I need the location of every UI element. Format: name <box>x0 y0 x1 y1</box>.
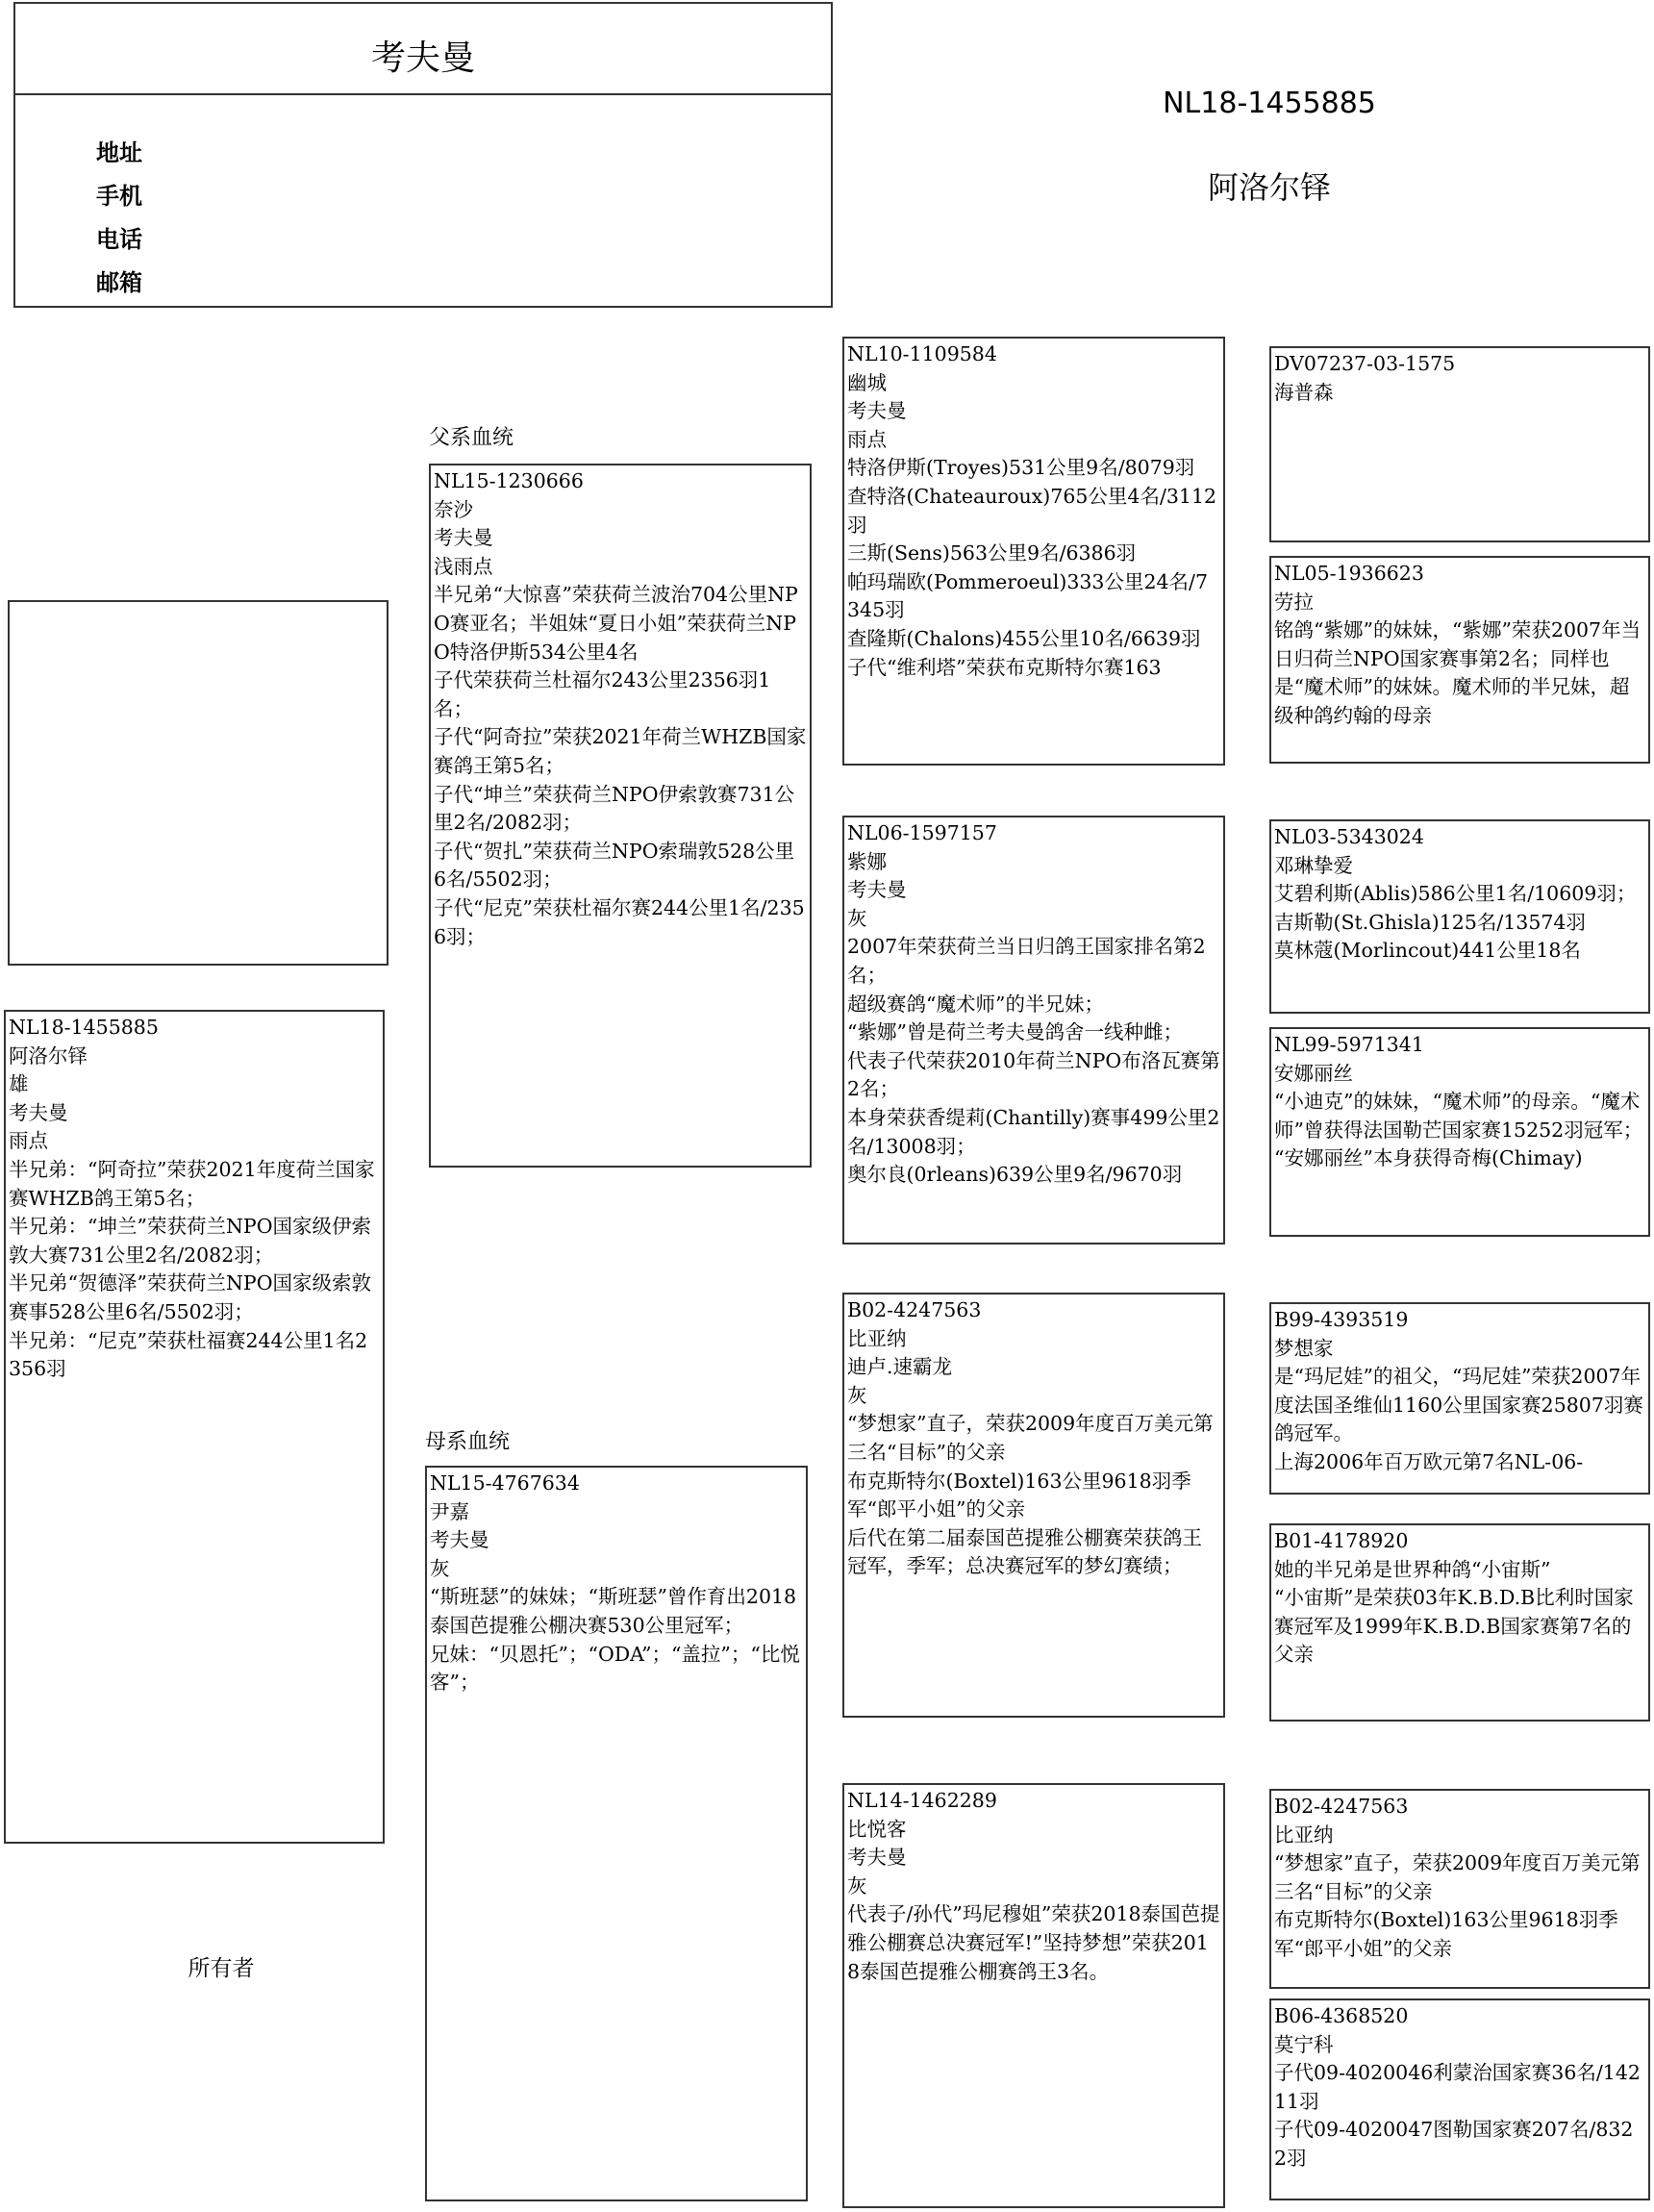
page-title: 考夫曼 <box>370 38 475 78</box>
pedigree-line: DV07237-03-1575 <box>1274 352 1456 375</box>
pedigree-line: 代表子代荣获2010年荷兰NPO布洛瓦赛第2名； <box>847 1048 1220 1101</box>
photo-frame <box>8 600 388 966</box>
pedigree-line: 考夫曼 <box>847 878 907 902</box>
pedigree-line: 雨点 <box>847 427 887 451</box>
pedigree-line: 邓琳挚爱 <box>1274 853 1353 877</box>
pedigree-line: NL14-1462289 <box>847 1789 997 1812</box>
pedigree-line: 梦想家 <box>1274 1336 1334 1360</box>
pedigree-line: NL18-1455885 <box>9 1016 159 1039</box>
pedigree-line: NL06-1597157 <box>847 821 997 844</box>
owner-label: 所有者 <box>188 1956 255 1981</box>
pedigree-line: 子代09-4020046利蒙治国家赛36名/14211羽 <box>1274 2061 1641 2113</box>
contact-mobile-label: 手机 <box>96 183 142 210</box>
pedigree-line: 半兄弟：“阿奇拉”荣获2021年度荷兰国家赛WHZB鸽王第5名； <box>9 1157 375 1210</box>
pedigree-line: B02-4247563 <box>847 1298 982 1321</box>
grandparent-card-4 <box>842 1783 1225 2208</box>
pedigree-line: 子代“阿奇拉”荣获2021年荷兰WHZB国家赛鸽王第5名； <box>434 725 807 777</box>
header-bird-name: 阿洛尔铎 <box>1207 169 1331 206</box>
pedigree-line: 紫娜 <box>847 849 887 873</box>
great-grandparent-card-5 <box>1269 1302 1650 1495</box>
pedigree-line: NL05-1936623 <box>1274 562 1424 585</box>
pedigree-line: 迪卢.速霸龙 <box>847 1355 953 1379</box>
pedigree-line: 她的半兄弟是世界种鸽“小宙斯” <box>1274 1557 1551 1581</box>
pedigree-line: 子代“贺扎”荣获荷兰NPO索瑞敦528公里6名/5502羽； <box>434 839 795 892</box>
great-grandparent-card-3 <box>1269 819 1650 1014</box>
contact-email-label: 邮箱 <box>96 269 142 296</box>
pedigree-line: 半兄弟“大惊喜”荣获荷兰波治704公里NPO赛亚名；半姐妹“夏日小姐”荣获荷兰NPO特洛伊斯534公里4名 <box>434 583 798 664</box>
pedigree-line: 考夫曼 <box>434 526 493 550</box>
pedigree-line: 半兄弟“贺德泽”荣获荷兰NPO国家级索敦赛事528公里6名/5502羽； <box>9 1271 371 1323</box>
pedigree-line: 考夫曼 <box>847 399 907 423</box>
pedigree-line: 子代09-4020047图勒国家赛207名/8322羽 <box>1274 2118 1634 2170</box>
pedigree-line: NL15-1230666 <box>434 469 584 492</box>
pedigree-line: B01-4178920 <box>1274 1529 1409 1552</box>
pedigree-line: 吉斯勒(St.Ghisla)125名/13574羽 <box>1274 910 1586 934</box>
pedigree-line: 奈沙 <box>434 497 473 521</box>
pedigree-line: 是“玛尼娃”的祖父，“玛尼娃”荣获2007年度法国圣维仙1160公里国家赛25807羽赛鸽冠军。 <box>1274 1365 1643 1445</box>
pedigree-line: 尹嘉 <box>430 1499 469 1523</box>
grandparent-card-3 <box>842 1293 1225 1718</box>
pedigree-line: 特洛伊斯(Troyes)531公里9名/8079羽 <box>847 456 1195 480</box>
dam-line-label: 母系血统 <box>425 1430 511 1454</box>
pedigree-line: 阿洛尔铎 <box>9 1043 88 1068</box>
pedigree-line: 半兄弟：“坤兰”荣获荷兰NPO国家级伊索敦大赛731公里2名/2082羽； <box>9 1215 371 1267</box>
pedigree-line: 查特洛(Chateauroux)765公里4名/3112羽 <box>847 484 1217 537</box>
pedigree-line: B99-4393519 <box>1274 1308 1409 1331</box>
pedigree-line: 考夫曼 <box>847 1846 907 1870</box>
pedigree-line: 子代“维利塔”荣获布克斯特尔赛163 <box>847 655 1162 679</box>
pedigree-line: 灰 <box>847 1383 867 1407</box>
pedigree-line: 劳拉 <box>1274 590 1314 614</box>
pedigree-line: 兄妹：“贝恩托”；“ODA”；“盖拉”；“比悦客”； <box>430 1642 800 1695</box>
dam-card <box>425 1466 808 2201</box>
great-grandparent-card-2 <box>1269 556 1650 764</box>
pedigree-line: NL10-1109584 <box>847 342 997 365</box>
pedigree-line: 子代“尼克”荣获杜福尔赛244公里1名/2356羽； <box>434 895 805 948</box>
pedigree-line: B06-4368520 <box>1274 2004 1409 2027</box>
pedigree-line: 帕玛瑞欧(Pommeroeul)333公里24名/7345羽 <box>847 569 1209 622</box>
pedigree-line: 布克斯特尔(Boxtel)163公里9618羽季军“郎平小姐”的父亲 <box>1274 1908 1618 1960</box>
great-grandparent-card-8 <box>1269 1998 1650 2200</box>
sire-card <box>429 464 812 1168</box>
pedigree-line: 奥尔良(0rleans)639公里9名/9670羽 <box>847 1163 1183 1187</box>
great-grandparent-card-4 <box>1269 1027 1650 1237</box>
pedigree-line: 莫宁科 <box>1274 2032 1334 2056</box>
pedigree-line: “斯班瑟”的妹妹；“斯班瑟”曾作育出2018泰国芭提雅公棚决赛530公里冠军； <box>430 1585 797 1637</box>
pedigree-line: NL03-5343024 <box>1274 825 1424 848</box>
pedigree-line: 子代“坤兰”荣获荷兰NPO伊索敦赛731公里2名/2082羽； <box>434 782 795 835</box>
pedigree-line: 比亚纳 <box>1274 1822 1334 1847</box>
pedigree-line: 半兄弟：“尼克”荣获杜福赛244公里1名2356羽 <box>9 1328 368 1381</box>
pedigree-line: 本身荣获香缇莉(Chantilly)赛事499公里2名/13008羽； <box>847 1105 1220 1158</box>
pedigree-line: 艾碧利斯(Ablis)586公里1名/10609羽； <box>1274 882 1637 906</box>
pedigree-line: 雨点 <box>9 1129 48 1153</box>
pedigree-line: 超级赛鸽“魔术师”的半兄妹； <box>847 992 1104 1016</box>
pedigree-line: “紫娜”曾是荷兰考夫曼鸽舍一线种雌； <box>847 1020 1183 1044</box>
pedigree-line: 灰 <box>430 1556 450 1580</box>
pedigree-line: 雄 <box>9 1072 29 1096</box>
pedigree-line: 查隆斯(Chalons)455公里10名/6639羽 <box>847 626 1201 650</box>
pedigree-line: “梦想家”直子，荣获2009年度百万美元第三名“目标”的父亲 <box>847 1412 1214 1464</box>
pedigree-line: “安娜丽丝”本身获得奇梅(Chimay) <box>1274 1146 1583 1170</box>
pedigree-line: NL15-4767634 <box>430 1471 580 1495</box>
pedigree-line: 代表子/孙代”玛尼穆姐”荣获2018泰国芭提雅公棚赛总决赛冠军!”坚持梦想”荣获2018泰国芭提雅公棚赛鸽王3名。 <box>847 1902 1220 1983</box>
pedigree-line: “小迪克”的妹妹，“魔术师”的母亲。“魔术师”曾获得法国勒芒国家赛15252羽冠军； <box>1274 1090 1643 1142</box>
contact-address-label: 地址 <box>96 139 142 166</box>
grandparent-card-2 <box>842 816 1225 1244</box>
pedigree-line: 灰 <box>847 906 867 930</box>
pedigree-line: 后代在第二届泰国芭提雅公棚赛荣获鸽王冠军，季军；总决赛冠军的梦幻赛绩； <box>847 1525 1202 1578</box>
pedigree-line: 上海2006年百万欧元第7名NL-06- <box>1274 1449 1584 1473</box>
pedigree-line: 布克斯特尔(Boxtel)163公里9618羽季军“郎平小姐”的父亲 <box>847 1469 1191 1521</box>
pedigree-line: “梦想家”直子，荣获2009年度百万美元第三名“目标”的父亲 <box>1274 1851 1641 1903</box>
pedigree-line: 子代荣获荷兰杜福尔243公里2356羽1名； <box>434 668 771 720</box>
header-box <box>13 2 833 308</box>
pedigree-line: 安娜丽丝 <box>1274 1061 1353 1085</box>
pedigree-line: 铭鸽“紫娜”的妹妹，“紫娜”荣获2007年当日归荷兰NPO国家赛事第2名；同样也是“魔术师”的妹妹。魔术师的半兄妹，超级种鸽约翰的母亲 <box>1274 618 1641 727</box>
pedigree-line: “小宙斯”是荣获03年K.B.D.B比利时国家赛冠军及1999年K.B.D.B国家赛第7名的父亲 <box>1274 1586 1634 1667</box>
pedigree-line: 灰 <box>847 1873 867 1898</box>
sire-line-label: 父系血统 <box>429 426 514 450</box>
pedigree-line: 三斯(Sens)563公里9名/6386羽 <box>847 541 1137 566</box>
pedigree-line: B02-4247563 <box>1274 1795 1409 1818</box>
pedigree-line: 2007年荣获荷兰当日归鸽王国家排名第2名； <box>847 935 1206 987</box>
pedigree-line: 幽城 <box>847 370 887 394</box>
great-grandparent-card-7 <box>1269 1789 1650 1989</box>
pedigree-line: 海普森 <box>1274 380 1334 404</box>
header-ring-number: NL18-1455885 <box>1163 87 1376 120</box>
great-grandparent-card-6 <box>1269 1523 1650 1722</box>
header-divider <box>15 93 831 95</box>
contact-list <box>96 132 142 305</box>
pedigree-line: 浅雨点 <box>434 554 493 578</box>
pedigree-line: 比亚纳 <box>847 1326 907 1350</box>
pedigree-line: NL99-5971341 <box>1274 1033 1424 1056</box>
pedigree-line: 考夫曼 <box>430 1528 489 1552</box>
great-grandparent-card-1 <box>1269 346 1650 542</box>
pedigree-line: 莫林蔻(Morlincout)441公里18名 <box>1274 939 1581 963</box>
contact-phone-label: 电话 <box>96 226 142 253</box>
subject-card <box>4 1010 385 1844</box>
grandparent-card-1 <box>842 337 1225 766</box>
pedigree-line: 比悦客 <box>847 1817 907 1841</box>
pedigree-line: 考夫曼 <box>9 1100 68 1124</box>
